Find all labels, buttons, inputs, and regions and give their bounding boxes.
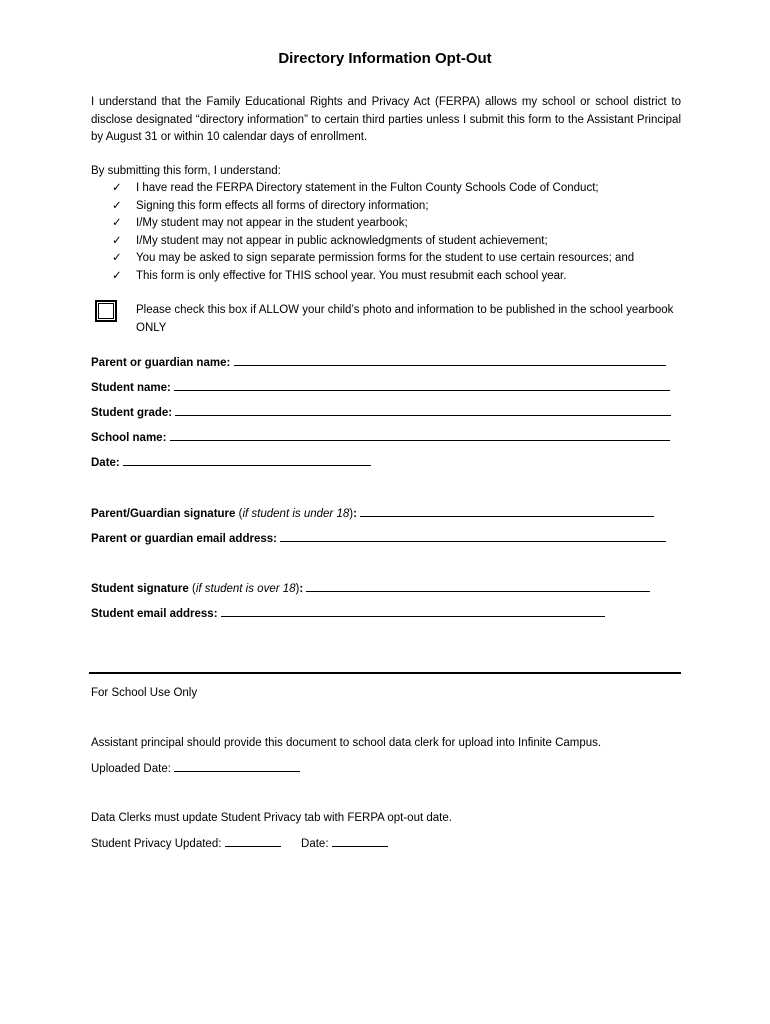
parent-signature-line[interactable] [360, 505, 654, 517]
school-name-line[interactable] [170, 429, 670, 441]
school-name-field [91, 429, 670, 446]
privacy-date-line[interactable] [332, 835, 388, 847]
uploaded-date-field [91, 760, 300, 777]
list-item-text: I have read the FERPA Directory statement in the Fulton County Schools Code of Conduct; [136, 182, 599, 194]
school-use-instruction: Assistant principal should provide this document to school data clerk for upload into Infinite Campus. [91, 737, 602, 749]
list-item [112, 180, 692, 198]
school-use-heading: For School Use Only [91, 687, 198, 699]
student-signature-note: if student is over 18 [195, 583, 296, 595]
student-grade-label: Student grade: [91, 407, 173, 419]
intro-paragraph: I understand that the Family Educational Rights and Privacy Act (FERPA) allows my school or school district to disclose designated “directory information” to certain third parties unless I submit this form to the Assistant Principal by August 31 or within 10 calendar days of enrollment. [91, 96, 681, 143]
list-item [112, 233, 692, 251]
student-grade-field [91, 404, 671, 421]
parent-name-label: Parent or guardian name: [91, 357, 231, 369]
parent-signature-note: if student is under 18 [242, 508, 350, 520]
list-item-text: This form is only effective for THIS school year. You must resubmit each school year. [136, 269, 567, 282]
uploaded-date-label: Uploaded Date: [91, 763, 171, 775]
section-divider [89, 672, 681, 674]
parent-email-field [91, 530, 666, 547]
checkmark-icon: ✓ [112, 199, 122, 212]
checkmark-icon: ✓ [112, 252, 122, 264]
list-item [112, 250, 692, 268]
list-item-text: You may be asked to sign separate permission forms for the student to use certain resources; and [136, 252, 635, 264]
student-email-line[interactable] [221, 605, 605, 617]
list-item [112, 215, 692, 233]
privacy-date-label: Date: [301, 838, 329, 850]
list-item [112, 268, 692, 286]
student-name-label: Student name: [91, 382, 171, 394]
parent-signature-label: Parent/Guardian signature [91, 508, 236, 520]
clerk-instruction: Data Clerks must update Student Privacy tab with FERPA opt-out date. [91, 812, 452, 824]
form-title: Directory Information Opt-Out [278, 50, 492, 67]
list-item-text: I/My student may not appear in public acknowledgments of student achievement; [136, 234, 548, 247]
checkmark-icon: ✓ [112, 269, 122, 282]
parent-name-field [91, 354, 666, 371]
checkmark-icon: ✓ [112, 182, 122, 194]
student-name-line[interactable] [174, 379, 670, 391]
student-signature-field: Student signature (if student is over 18): [91, 580, 650, 597]
student-name-field [91, 379, 670, 396]
parent-email-label: Parent or guardian email address: [91, 533, 277, 545]
student-email-label: Student email address: [91, 608, 218, 620]
date-line[interactable] [123, 454, 371, 466]
student-email-field [91, 605, 605, 622]
yearbook-allow-checkbox[interactable] [95, 300, 117, 322]
acknowledgment-list [112, 180, 692, 285]
student-signature-line[interactable] [306, 580, 650, 592]
understand-heading: By submitting this form, I understand: [91, 165, 281, 177]
checkmark-icon: ✓ [112, 217, 122, 229]
privacy-updated-line[interactable] [225, 835, 281, 847]
list-item-text: Signing this form effects all forms of directory information; [136, 199, 429, 212]
privacy-updated-label: Student Privacy Updated: [91, 838, 222, 850]
list-item [112, 198, 692, 216]
checkmark-icon: ✓ [112, 234, 122, 247]
privacy-updated-field [91, 835, 388, 852]
student-grade-line[interactable] [175, 404, 671, 416]
parent-name-line[interactable] [234, 354, 666, 366]
list-item-text: I/My student may not appear in the student yearbook; [136, 217, 408, 229]
parent-signature-field: Parent/Guardian signature (if student is under 18): [91, 505, 654, 522]
yearbook-allow-label: Please check this box if ALLOW your child’s photo and information to be published in the school yearbook ONLY [136, 304, 674, 334]
parent-email-line[interactable] [280, 530, 666, 542]
student-signature-label: Student signature [91, 583, 189, 595]
school-name-label: School name: [91, 432, 167, 444]
date-field [91, 454, 371, 471]
uploaded-date-line[interactable] [174, 760, 300, 772]
date-label: Date: [91, 457, 120, 469]
